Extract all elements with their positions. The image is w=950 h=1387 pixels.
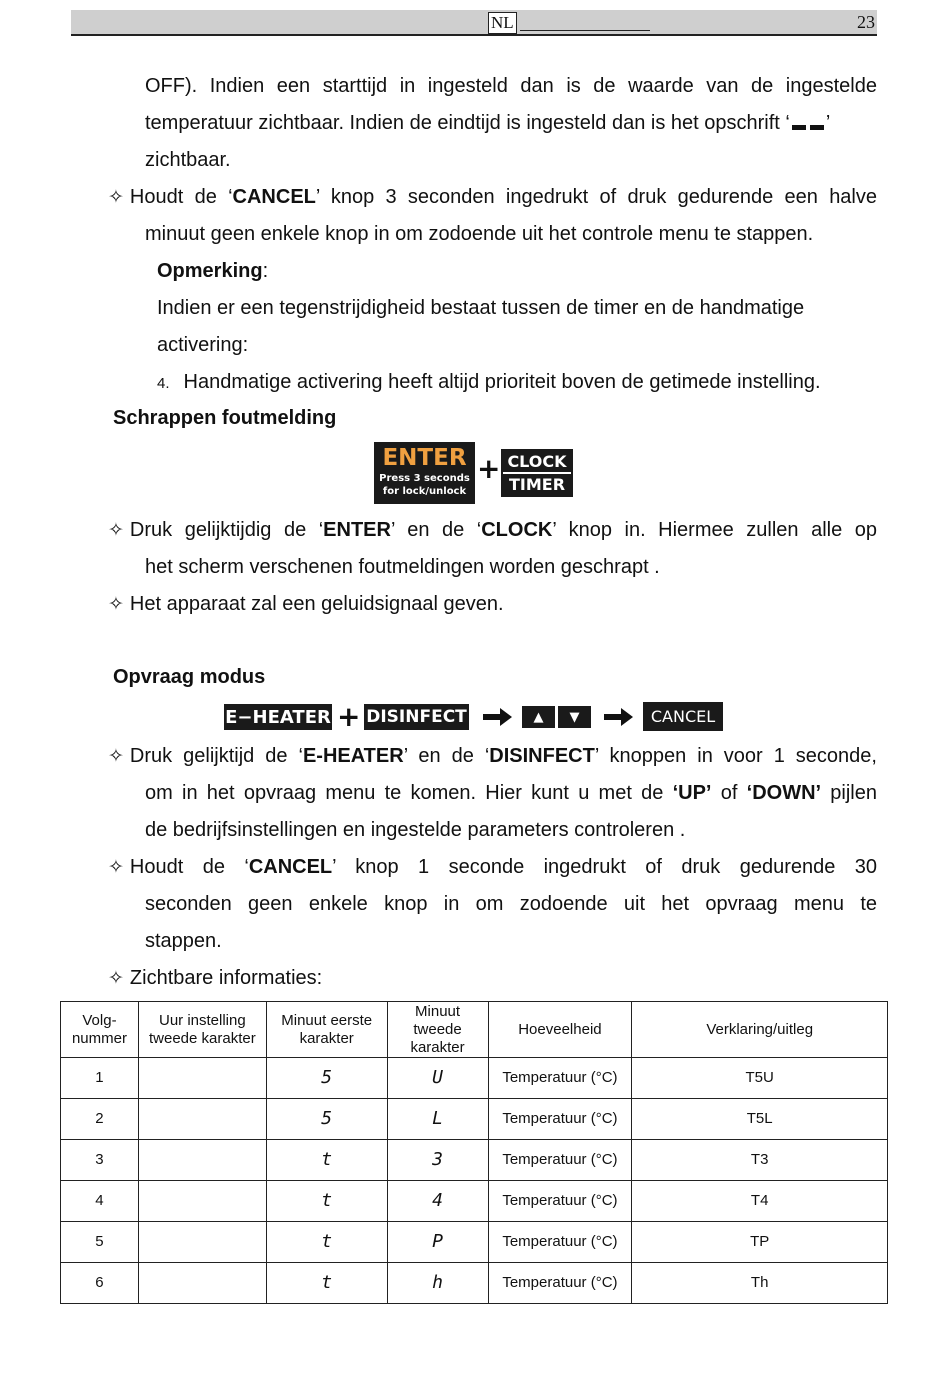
table-row [61, 1263, 888, 1304]
text-line [145, 891, 877, 917]
text-span: temperatuur zichtbaar. Indien de eindtijd is ingesteld dan is het opschrift ‘ [145, 112, 790, 134]
bullet-line [108, 517, 877, 544]
list-number: 4. [157, 375, 170, 392]
text-span: de bedrijfsinstellingen en ingestelde parameters controleren . [145, 819, 686, 841]
text-span: : [262, 260, 269, 282]
bullet-icon: ✧ [108, 520, 124, 541]
text-span: zichtbaar. [145, 149, 231, 171]
e-heater-key-icon: E−HEATER [224, 704, 332, 730]
key-name: ‘UP’ [672, 782, 712, 804]
text-span: Houdt de ‘ [129, 186, 233, 208]
text-line [145, 817, 685, 843]
cell-hour-second-char [138, 1181, 266, 1222]
table-header-row [61, 1002, 888, 1058]
cell-quantity: Temperatuur (°C) [488, 1222, 632, 1263]
text-span: pijlen [821, 782, 878, 804]
table-row [61, 1099, 888, 1140]
text-span: het scherm verschenen foutmeldingen worden geschrapt . [145, 556, 660, 578]
bullet-line [108, 965, 322, 992]
cell-quantity: Temperatuur (°C) [488, 1099, 632, 1140]
text-span: Druk gelijktijd de ‘ [129, 745, 303, 767]
text-span: ’ en de ‘ [390, 519, 482, 541]
bullet-line [108, 854, 877, 881]
text-span: Houdt de ‘ [129, 856, 249, 878]
bullet-line [108, 184, 877, 211]
cell-quantity: Temperatuur (°C) [488, 1140, 632, 1181]
page-header [71, 10, 877, 36]
plus-icon: + [337, 700, 361, 733]
text-span: Het apparaat zal een geluidsignaal geven. [129, 593, 504, 615]
text-span: ’ knop 3 seconden ingedrukt of druk gedurende een halve [315, 186, 878, 208]
cell-minute-second-char: h [387, 1263, 488, 1304]
text-span: ’ knop 1 seconde ingedrukt of druk gedurende 30 [332, 856, 878, 878]
column-header: Hoeveelheid [488, 1002, 632, 1058]
text-span: Handmatige activering heeft altijd prioriteit boven de getimede instelling. [183, 371, 821, 393]
cell-minute-second-char: 3 [387, 1140, 488, 1181]
key-name: CLOCK [481, 519, 553, 541]
text-span: OFF). Indien een starttijd in ingesteld dan is de waarde van de ingestelde [145, 75, 877, 97]
bullet-line [108, 743, 877, 770]
text-line [145, 554, 660, 580]
cell-number: 4 [61, 1181, 139, 1222]
table-row [61, 1181, 888, 1222]
text-span: Druk gelijktijdig de ‘ [129, 519, 324, 541]
text-span: seconden geen enkele knop in om zodoende uit het opvraag menu te [145, 893, 877, 915]
text-span: ’ en de ‘ [403, 745, 490, 767]
language-label: NL [488, 12, 517, 34]
disinfect-key-icon: DISINFECT [364, 704, 469, 730]
column-header: Uur instelling tweede karakter [138, 1002, 266, 1058]
text-span: ’ knoppen in voor 1 seconde, [594, 745, 877, 767]
timer-key-label: TIMER [508, 475, 566, 494]
down-key-icon: ▼ [558, 706, 591, 728]
note-list-item [157, 369, 821, 397]
dashes-display-icon [790, 111, 826, 137]
text-span: ’ [825, 112, 831, 134]
cell-minute-first-char: t [266, 1263, 387, 1304]
bullet-icon: ✧ [108, 187, 124, 208]
text-line [157, 332, 248, 358]
cell-quantity: Temperatuur (°C) [488, 1058, 632, 1099]
text-line [145, 110, 830, 137]
cell-number: 1 [61, 1058, 139, 1099]
note-title [157, 258, 268, 284]
cell-quantity: Temperatuur (°C) [488, 1263, 632, 1304]
cell-explanation: T4 [632, 1181, 888, 1222]
text-line [145, 221, 813, 247]
plus-icon: + [477, 452, 501, 485]
cell-number: 6 [61, 1263, 139, 1304]
text-span: ’ knop in. Hiermee zullen alle op [552, 519, 877, 541]
text-span: stappen. [145, 930, 222, 952]
arrow-right-icon [604, 707, 634, 727]
text-line [157, 295, 804, 321]
text-span: activering: [157, 334, 249, 356]
table-row [61, 1058, 888, 1099]
column-header: Volg- nummer [61, 1002, 139, 1058]
bullet-line [108, 591, 504, 618]
cell-minute-second-char: P [387, 1222, 488, 1263]
key-name: E-HEATER [302, 745, 404, 767]
header-underline [520, 30, 650, 31]
cell-explanation: T3 [632, 1140, 888, 1181]
cancel-key-icon: CANCEL [643, 702, 723, 731]
cell-minute-second-char: U [387, 1058, 488, 1099]
key-name: DISINFECT [489, 745, 595, 767]
bullet-icon: ✧ [108, 594, 124, 615]
key-name: ‘DOWN’ [746, 782, 822, 804]
table-row [61, 1222, 888, 1263]
text-span: Zichtbare informaties: [129, 967, 323, 989]
cell-minute-first-char: 5 [266, 1099, 387, 1140]
clock-key-label: CLOCK [503, 451, 570, 474]
enter-key-label: ENTER [382, 445, 467, 471]
text-line [145, 147, 231, 173]
column-header: Minuut tweede karakter [387, 1002, 488, 1058]
column-header: Verklaring/uitleg [632, 1002, 888, 1058]
arrow-right-icon [483, 707, 513, 727]
text-line [145, 780, 877, 806]
cell-explanation: TP [632, 1222, 888, 1263]
cell-explanation: T5U [632, 1058, 888, 1099]
key-name: CANCEL [232, 186, 316, 208]
text-span: om in het opvraag menu te komen. Hier kunt u met de [145, 782, 673, 804]
cell-number: 5 [61, 1222, 139, 1263]
cell-minute-first-char: t [266, 1140, 387, 1181]
cell-hour-second-char [138, 1099, 266, 1140]
bullet-icon: ✧ [108, 968, 124, 989]
text-span: minuut geen enkele knop in om zodoende uit het controle menu te stappen. [145, 223, 814, 245]
column-header: Minuut eerste karakter [266, 1002, 387, 1058]
clock-timer-key-icon [501, 449, 573, 497]
page-number: 23 [857, 12, 875, 32]
text-line [145, 73, 877, 99]
info-table [60, 1001, 888, 1304]
table-row [61, 1140, 888, 1181]
cell-explanation: Th [632, 1263, 888, 1304]
cell-hour-second-char [138, 1140, 266, 1181]
cell-minute-second-char: L [387, 1099, 488, 1140]
text-line [145, 928, 222, 954]
note-title-text: Opmerking [157, 260, 263, 282]
cell-hour-second-char [138, 1263, 266, 1304]
cell-hour-second-char [138, 1058, 266, 1099]
enter-key-sub: for lock/unlock [382, 486, 467, 497]
text-span: Indien er een tegenstrijdigheid bestaat tussen de timer en de handmatige [157, 297, 805, 319]
cell-quantity: Temperatuur (°C) [488, 1181, 632, 1222]
section-heading: Schrappen foutmelding [113, 407, 337, 429]
cell-hour-second-char [138, 1222, 266, 1263]
cell-number: 3 [61, 1140, 139, 1181]
key-name: ENTER [323, 519, 391, 541]
cell-minute-first-char: t [266, 1222, 387, 1263]
up-key-icon: ▲ [522, 706, 555, 728]
enter-key-sub: Press 3 seconds [379, 473, 470, 484]
bullet-icon: ✧ [108, 857, 124, 878]
text-span: of [711, 782, 747, 804]
cell-minute-first-char: 5 [266, 1058, 387, 1099]
enter-key-icon [374, 442, 475, 504]
cell-number: 2 [61, 1099, 139, 1140]
bullet-icon: ✧ [108, 746, 124, 767]
cell-explanation: T5L [632, 1099, 888, 1140]
cell-minute-second-char: 4 [387, 1181, 488, 1222]
section-heading: Opvraag modus [113, 666, 266, 688]
key-name: CANCEL [248, 856, 333, 878]
cell-minute-first-char: t [266, 1181, 387, 1222]
